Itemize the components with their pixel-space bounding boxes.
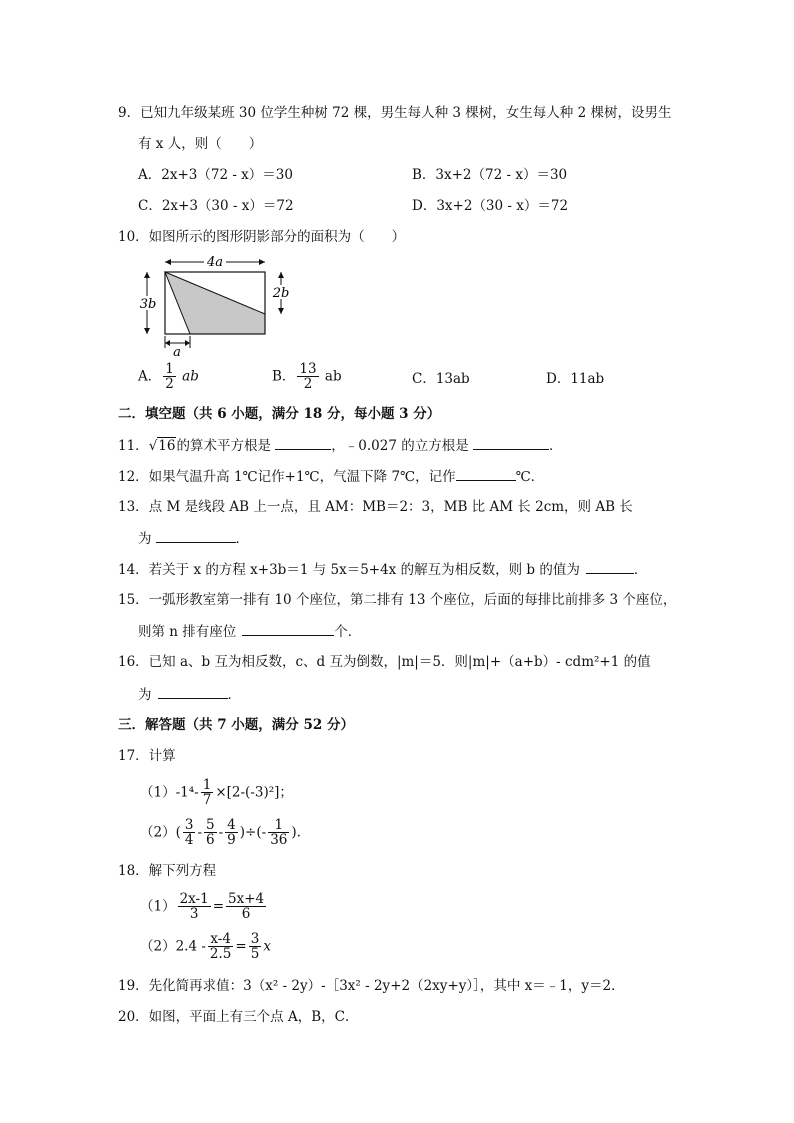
q15-blank[interactable] — [242, 621, 334, 636]
q14: 14．若关于 x 的方程 x+3b＝1 与 5x＝5+4x 的解互为相反数，则 b 的值为 ． — [118, 559, 647, 580]
section-2-heading: 二．填空题（共 6 小题，满分 18 分，每小题 3 分） — [118, 406, 441, 422]
q19: 19．先化简再求值：3（x² - 2y）-［3x² - 2y+2（2xy+y）］，其中 x＝﹣1，y＝2． — [118, 978, 625, 994]
q18-part-2: （2）2.4 - $\frac{x-4}{2.5}$ = $\frac{3}{5}$ x — [140, 931, 271, 962]
dim-top: 4a — [206, 255, 224, 270]
q9-stem-line2: 有 x 人，则（ ） — [138, 136, 263, 152]
q15-line2: 则第 n 排有座位 个． — [138, 621, 361, 642]
q13-line2: 为 ． — [138, 528, 249, 549]
q17-part-1: （1）-1⁴- $\frac{1}{7}$ ×[2-(-3)²]； — [140, 777, 293, 808]
q9-option-a: A．2x+3（72 - x）＝30 — [138, 167, 293, 183]
q9-option-c: C．2x+3（30 - x）＝72 — [138, 198, 294, 214]
q17-title: 17．计算 — [118, 748, 176, 764]
q10-option-c: C．13ab — [412, 371, 470, 387]
q10-stem: 10．如图所示的图形阴影部分的面积为（ ） — [118, 229, 406, 245]
q13-blank[interactable] — [156, 528, 236, 543]
q12: 12．如果气温升高 1℃记作+1℃，气温下降 7℃，记作 ℃． — [118, 466, 544, 487]
q11-blank-2[interactable] — [473, 435, 549, 450]
q9-option-b: B．3x+2（72 - x）＝30 — [412, 167, 568, 183]
q16-line1: 16．已知 a、b 互为相反数，c、d 互为倒数，|m|＝5．则|m|+（a+b）- cdm²+1 的值 — [118, 654, 651, 670]
q14-blank[interactable] — [586, 559, 634, 574]
q18-part-1: （1） $\frac{2x-1}{3}$ = $\frac{5x+4}{6}$ — [140, 891, 265, 922]
q9-stem-line1: 9．已知九年级某班 30 位学生种树 72 棵，男生每人种 3 棵树，女生每人种 2 棵树，设男生 — [118, 105, 672, 121]
q11-blank-1[interactable] — [275, 435, 331, 450]
q15-line1: 15．一弧形教室第一排有 10 个座位，第二排有 13 个座位，后面的每排比前排多 3 个座位， — [118, 592, 677, 608]
q10-option-d: D．11ab — [546, 371, 605, 387]
shaded-region — [165, 272, 265, 334]
q13-line1: 13．点 M 是线段 AB 上一点，且 AM：MB＝2：3，MB 比 AM 长 2cm，则 AB 长 — [118, 499, 633, 515]
q16-blank[interactable] — [158, 684, 228, 699]
q10-option-b: B． $\frac{13}{2}$ ab — [272, 361, 342, 392]
q9-option-d: D．3x+2（30 - x）＝72 — [412, 198, 569, 214]
sqrt-symbol: √16 — [148, 438, 176, 454]
q10-figure — [138, 250, 298, 360]
dim-left: 3b — [139, 297, 157, 312]
q16-line2: 为 ． — [138, 684, 241, 705]
q11: 11．√16的算术平方根是 ，﹣0.027 的立方根是 ． — [118, 435, 563, 456]
q12-blank[interactable] — [456, 466, 516, 481]
section-3-heading: 三．解答题（共 7 小题，满分 52 分） — [118, 717, 354, 733]
q17-part-2: （2）( $\frac{3}{4}$ - $\frac{5}{6}$ - $\frac{4}{9}$ )÷(- $\frac{1}{36}$ ). — [140, 817, 301, 848]
q18-title: 18．解下列方程 — [118, 863, 217, 879]
dim-bottom: a — [173, 345, 181, 360]
dim-right: 2b — [272, 286, 290, 301]
q20: 20．如图，平面上有三个点 A，B，C． — [118, 1009, 359, 1025]
q10-option-a: A． $\frac{1}{2}$ ab — [138, 361, 199, 392]
